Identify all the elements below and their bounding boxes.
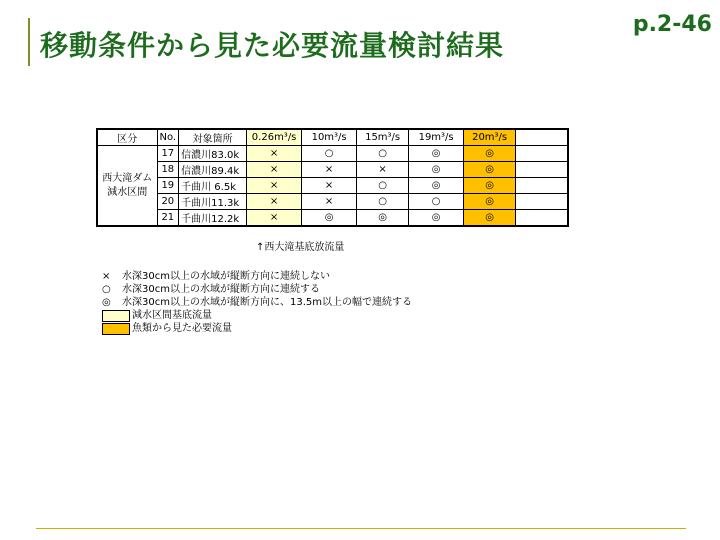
table-row: [97, 178, 568, 194]
header-flow-20: 20m³/s: [464, 129, 516, 146]
cell-flow-20: ◎: [464, 210, 516, 227]
page-number: p.2-46: [632, 12, 712, 37]
header-flow-10: 10m³/s: [302, 129, 357, 146]
cell-flow-0-26: ×: [247, 162, 302, 178]
legend-swatch-required-flow: [102, 323, 130, 335]
legend-symbol-double-circle: ◎: [102, 297, 111, 308]
row-no: 21: [157, 210, 179, 227]
group-label-line1: 西大滝ダム: [102, 172, 153, 184]
cell-blank: [516, 178, 568, 194]
legend-item: [102, 270, 412, 283]
cell-flow-20: ◎: [464, 194, 516, 210]
table-header-row: [97, 129, 568, 146]
row-place: 信濃川89.4k: [179, 162, 247, 178]
cell-flow-10: ○: [302, 146, 357, 162]
cell-flow-19: ◎: [409, 178, 464, 194]
row-no: 19: [157, 178, 179, 194]
cell-flow-20: ◎: [464, 146, 516, 162]
legend-swatch-base-flow: [102, 310, 130, 322]
legend: [102, 270, 412, 335]
cell-flow-20: ◎: [464, 162, 516, 178]
page-title: 移動条件から見た必要流量検討結果: [40, 29, 505, 62]
cell-flow-15: ○: [357, 194, 409, 210]
cell-flow-19: ◎: [409, 162, 464, 178]
cell-flow-20: ◎: [464, 178, 516, 194]
cell-flow-10: ×: [302, 194, 357, 210]
table-row: [97, 146, 568, 162]
cell-flow-19: ○: [409, 194, 464, 210]
header-no: No.: [157, 129, 179, 146]
cell-flow-10: ×: [302, 178, 357, 194]
row-place: 千曲川11.3k: [179, 194, 247, 210]
group-label-line2: 減水区間: [107, 186, 148, 198]
table-note: ↑西大滝基底放流量: [256, 242, 345, 253]
row-place: 千曲川12.2k: [179, 210, 247, 227]
cell-flow-15: ◎: [357, 210, 409, 227]
cell-flow-0-26: ×: [247, 194, 302, 210]
legend-text: 水深30cm以上の水域が縦断方向に連続する: [122, 284, 320, 295]
legend-item: [102, 309, 412, 322]
cell-flow-15: ○: [357, 178, 409, 194]
cell-blank: [516, 162, 568, 178]
legend-item: [102, 296, 412, 309]
legend-symbol-cross: ×: [102, 271, 111, 282]
cell-flow-19: ◎: [409, 210, 464, 227]
legend-item: [102, 322, 412, 335]
header-category: 区分: [97, 129, 157, 146]
header-flow-19: 19m³/s: [409, 129, 464, 146]
legend-symbol-circle: ○: [102, 284, 111, 295]
header-flow-15: 15m³/s: [357, 129, 409, 146]
cell-blank: [516, 194, 568, 210]
row-no: 18: [157, 162, 179, 178]
title-accent-bar: [28, 18, 30, 66]
cell-flow-10: ×: [302, 162, 357, 178]
cell-flow-15: ○: [357, 146, 409, 162]
cell-flow-0-26: ×: [247, 178, 302, 194]
cell-blank: [516, 210, 568, 227]
cell-blank: [516, 146, 568, 162]
row-place: 千曲川 6.5k: [179, 178, 247, 194]
cell-flow-0-26: ×: [247, 210, 302, 227]
cell-flow-15: ×: [357, 162, 409, 178]
cell-flow-19: ◎: [409, 146, 464, 162]
legend-item: [102, 283, 412, 296]
row-no: 17: [157, 146, 179, 162]
legend-text: 水深30cm以上の水域が縦断方向に連続しない: [122, 271, 330, 282]
header-flow-0-26: 0.26m³/s: [247, 129, 302, 146]
legend-text: 減水区間基底流量: [132, 310, 212, 321]
flow-results-table: [96, 128, 569, 227]
group-label: [97, 146, 157, 227]
cell-flow-10: ◎: [302, 210, 357, 227]
legend-text: 魚類から見た必要流量: [132, 323, 232, 334]
row-no: 20: [157, 194, 179, 210]
header-blank: [516, 129, 568, 146]
table-row: [97, 210, 568, 227]
table-row: [97, 162, 568, 178]
footer-divider: [36, 528, 686, 529]
header-place: 対象箇所: [179, 129, 247, 146]
cell-flow-0-26: ×: [247, 146, 302, 162]
legend-text: 水深30cm以上の水域が縦断方向に、13.5m以上の幅で連続する: [122, 297, 412, 308]
table-row: [97, 194, 568, 210]
row-place: 信濃川83.0k: [179, 146, 247, 162]
